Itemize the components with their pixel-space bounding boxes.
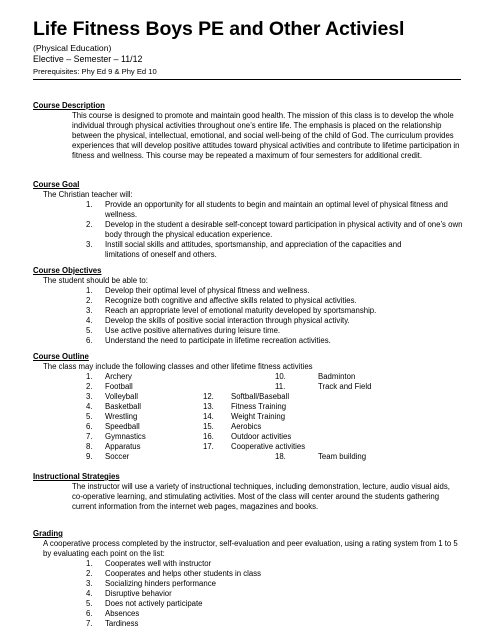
grading-item-number: 2. xyxy=(86,569,93,578)
grading-item-text: Socializing hinders performance xyxy=(105,579,216,588)
outline-item-number: 12. xyxy=(203,392,214,401)
page-title: Life Fitness Boys PE and Other Activiesl xyxy=(33,18,405,40)
elective-line: Elective – Semester – 11/12 xyxy=(33,54,143,64)
outline-item-text: Soccer xyxy=(105,452,130,461)
goal-item-number: 3. xyxy=(86,240,93,249)
objective-item-text: Use active positive alternatives during leisure time. xyxy=(105,326,281,335)
outline-item-number: 7. xyxy=(86,432,93,441)
outline-item-number: 2. xyxy=(86,382,93,391)
outline-item-text: Wrestling xyxy=(105,412,138,421)
objective-item-text: Reach an appropriate level of emotional maturity developed by sportsmanship. xyxy=(105,306,377,315)
grading-item-text: Tardiness xyxy=(105,619,139,628)
grading-item-text: Cooperates well with instructor xyxy=(105,559,212,568)
outline-item-text: Cooperative activities xyxy=(231,442,306,451)
outline-item-number: 14. xyxy=(203,412,214,421)
objective-item-text: Develop their optimal level of physical fitness and wellness. xyxy=(105,286,310,295)
objective-item-text: Recognize both cognitive and affective skills related to physical activities. xyxy=(105,296,357,305)
page-subtitle: (Physical Education) xyxy=(33,43,112,53)
outline-item-number: 17. xyxy=(203,442,214,451)
grading-item-number: 3. xyxy=(86,579,93,588)
outline-item-text: Archery xyxy=(105,372,132,381)
objective-item-number: 6. xyxy=(86,336,93,345)
outline-item-text: Team building xyxy=(318,452,367,461)
outline-item-number: 3. xyxy=(86,392,93,401)
outline-item-text: Volleyball xyxy=(105,392,138,401)
description-heading: Course Description xyxy=(33,101,105,110)
grading-item-number: 6. xyxy=(86,609,93,618)
objective-item-text: Understand the need to participate in lifetime recreation activities. xyxy=(105,336,331,345)
outline-item-number: 5. xyxy=(86,412,93,421)
outline-intro: The class may include the following classes and other lifetime fitness activities xyxy=(43,362,313,371)
objective-item-number: 2. xyxy=(86,296,93,305)
outline-item-text: Track and Field xyxy=(318,382,372,391)
grading-item-number: 7. xyxy=(86,619,93,628)
outline-item-number: 4. xyxy=(86,402,93,411)
outline-item-number: 18. xyxy=(275,452,286,461)
outline-item-text: Fitness Training xyxy=(231,402,287,411)
goal-item-text: Instill social skills and attitudes, sportsmanship, and appreciation of the capacities and limitations of oneself and others. xyxy=(105,240,402,259)
objective-item-text: Develop the skills of positive social interaction through physical activity. xyxy=(105,316,350,325)
outline-item-text: Football xyxy=(105,382,133,391)
outline-item-number: 13. xyxy=(203,402,214,411)
outline-item-number: 16. xyxy=(203,432,214,441)
grading-item-text: Cooperates and helps other students in class xyxy=(105,569,262,578)
outline-item-text: Basketball xyxy=(105,402,141,411)
goal-item-number: 2. xyxy=(86,220,93,229)
grading-item-number: 1. xyxy=(86,559,93,568)
grading-item-number: 5. xyxy=(86,599,93,608)
strategies-heading: Instructional Strategies xyxy=(33,472,120,481)
header-divider xyxy=(33,79,461,80)
outline-item-number: 15. xyxy=(203,422,214,431)
outline-item-text: Badminton xyxy=(318,372,356,381)
objective-item-number: 4. xyxy=(86,316,93,325)
grading-heading: Grading xyxy=(33,529,63,538)
prerequisites-line: Prerequisites: Phy Ed 9 & Phy Ed 10 xyxy=(33,67,157,76)
outline-item-text: Aerobics xyxy=(231,422,262,431)
outline-item-text: Speedball xyxy=(105,422,140,431)
grading-text: A cooperative process completed by the instructor, self-evaluation and peer evaluation, using a rating system from 1 to 5 by evaluating each point on the list: xyxy=(43,539,458,558)
grading-item-number: 4. xyxy=(86,589,93,598)
outline-heading: Course Outline xyxy=(33,352,89,361)
outline-item-text: Gymnastics xyxy=(105,432,146,441)
outline-item-number: 8. xyxy=(86,442,93,451)
objective-item-number: 1. xyxy=(86,286,93,295)
outline-item-number: 1. xyxy=(86,372,93,381)
grading-item-text: Absences xyxy=(105,609,140,618)
goal-item-text: Develop in the student a desirable self-concept toward participation in physical activity and of one’s own body through the physical education experience. xyxy=(105,220,463,239)
objective-item-number: 5. xyxy=(86,326,93,335)
outline-item-number: 6. xyxy=(86,422,93,431)
objectives-heading: Course Objectives xyxy=(33,266,102,275)
goal-item-text: Provide an opportunity for all students to begin and maintain an optimal level of physical fitness and wellness. xyxy=(105,200,448,219)
outline-item-number: 10. xyxy=(275,372,286,381)
description-text: This course is designed to promote and maintain good health. The mission of this class is to develop the whole individual through physical activities throughout one’s entire life. The emphasis is placed on the relationship between the physical, intellectual, emotional, and social well-being of the child of God. The curriculum provides experiences that will develop positive attitudes toward physical activities and contribute to lifetime participation in fitness and wellness. This course may be repeated a maximum of four semesters for additional credit. xyxy=(72,111,460,160)
grading-item-text: Does not actively participate xyxy=(105,599,203,608)
strategies-text: The instructor will use a variety of instructional techniques, including demonstration, lecture, audio visual aids, co-operative learning, and stimulating activities. Most of the class will center around the students gathering current information from the internet web pages, magazines and books. xyxy=(72,482,450,511)
outline-item-text: Weight Training xyxy=(231,412,286,421)
outline-item-text: Outdoor activities xyxy=(231,432,292,441)
objectives-intro: The student should be able to: xyxy=(43,276,148,285)
grading-item-text: Disruptive behavior xyxy=(105,589,172,598)
outline-item-number: 9. xyxy=(86,452,93,461)
goal-item-number: 1. xyxy=(86,200,93,209)
objective-item-number: 3. xyxy=(86,306,93,315)
outline-item-text: Softball/Baseball xyxy=(231,392,290,401)
outline-item-number: 11. xyxy=(275,382,286,391)
outline-item-text: Apparatus xyxy=(105,442,141,451)
goal-intro: The Christian teacher will: xyxy=(43,190,133,199)
goal-heading: Course Goal xyxy=(33,180,80,189)
